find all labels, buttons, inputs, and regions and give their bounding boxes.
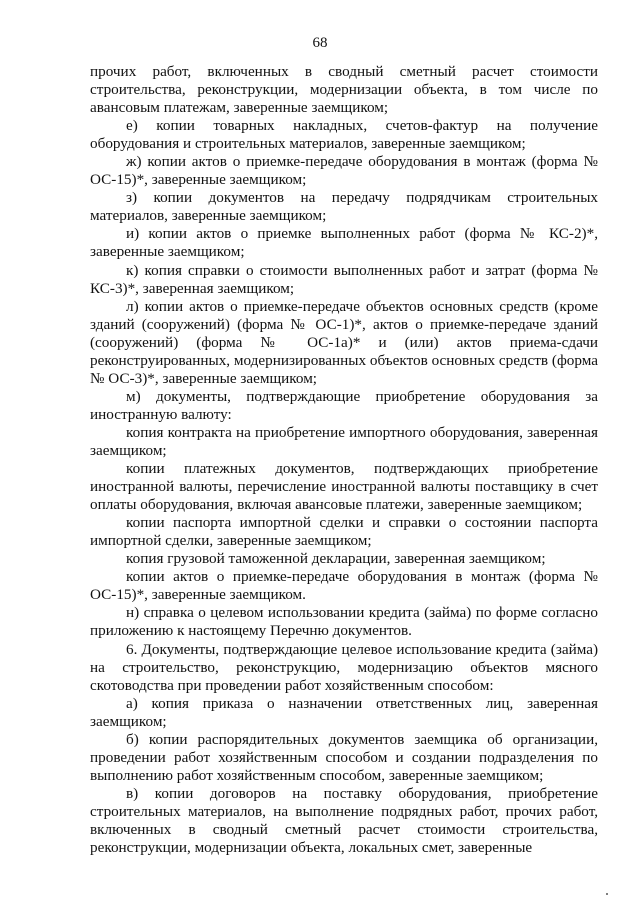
paragraph-item-b: б) копии распорядительных документов заемщика об организации, проведении работ хозяйственным способом и создании подразделения по выполнению работ хозяйственным способом, заверенные заемщиком; [90,730,598,784]
paragraph-item-z: з) копии документов на передачу подрядчикам строительных материалов, заверенные заемщиком; [90,189,598,225]
paragraph-item-e: е) копии товарных накладных, счетов-фактур на получение оборудования и строительных материалов, заверенные заемщиком; [90,117,598,153]
paragraph-item-n: н) справка о целевом использовании кредита (займа) по форме согласно приложению к настоящему Перечню документов. [90,604,598,640]
paragraph-customs-declaration: копия грузовой таможенной декларации, заверенная заемщиком; [126,550,546,568]
paragraph-item-k: к) копия справки о стоимости выполненных работ и затрат (форма № КС-3)*, заверенная заемщиком; [90,261,598,297]
document-body [90,63,598,857]
paragraph-installation-acts: копии актов о приемке-передаче оборудования в монтаж (форма № ОС-15)*, заверенные заемщиком. [90,568,598,604]
section-6-heading: 6. Документы, подтверждающие целевое использование кредита (займа) на строительство, реконструкцию, модернизацию объектов мясного скотоводства при проведении работ хозяйственным способом: [90,640,598,694]
paragraph-item-v: в) копии договоров на поставку оборудования, приобретение строительных материалов, на выполнение подрядных работ, прочих работ, включенных в сводный сметный расчет стоимости строительства, реконструкции, модернизации объекта, локальных смет, заверенные [90,784,598,857]
paragraph-import-passport: копии паспорта импортной сделки и справки о состоянии паспорта импортной сделки, заверенные заемщиком; [90,514,598,550]
paragraph-contract-copy: копия контракта на приобретение импортного оборудования, заверенная заемщиком; [90,423,598,459]
paragraph-continuation: прочих работ, включенных в сводный сметный расчет стоимости строительства, реконструкции, модернизации объекта, в том числе по авансовым платежам, заверенные заемщиком; [90,63,598,117]
page-number: 68 [312,35,328,51]
paragraph-item-a: а) копия приказа о назначении ответственных лиц, заверенная заемщиком; [90,694,598,730]
paragraph-item-m: м) документы, подтверждающие приобретение оборудования за иностранную валюту: [90,387,598,423]
paragraph-item-zh: ж) копии актов о приемке-передаче оборудования в монтаж (форма № ОС-15)*, заверенные заемщиком; [90,153,598,189]
scan-speck [606,893,608,895]
paragraph-item-i: и) копии актов о приемке выполненных работ (форма № КС-2)*, заверенные заемщиком; [90,225,598,261]
paragraph-payment-docs: копии платежных документов, подтверждающих приобретение иностранной валюты, перечисление иностранной валюты поставщику в счет оплаты оборудования, включая авансовые платежи, заверенные заемщиком; [90,460,598,514]
paragraph-item-l: л) копии актов о приемке-передаче объектов основных средств (кроме зданий (сооружений) (форма № ОС-1)*, актов о приемке-передаче зданий (сооружений) (форма № ОС-1а)* и (или) актов приема-сдачи реконструированных, модернизированных объектов основных средств (форма № ОС-3)*, заверенные заемщиком; [90,297,598,387]
